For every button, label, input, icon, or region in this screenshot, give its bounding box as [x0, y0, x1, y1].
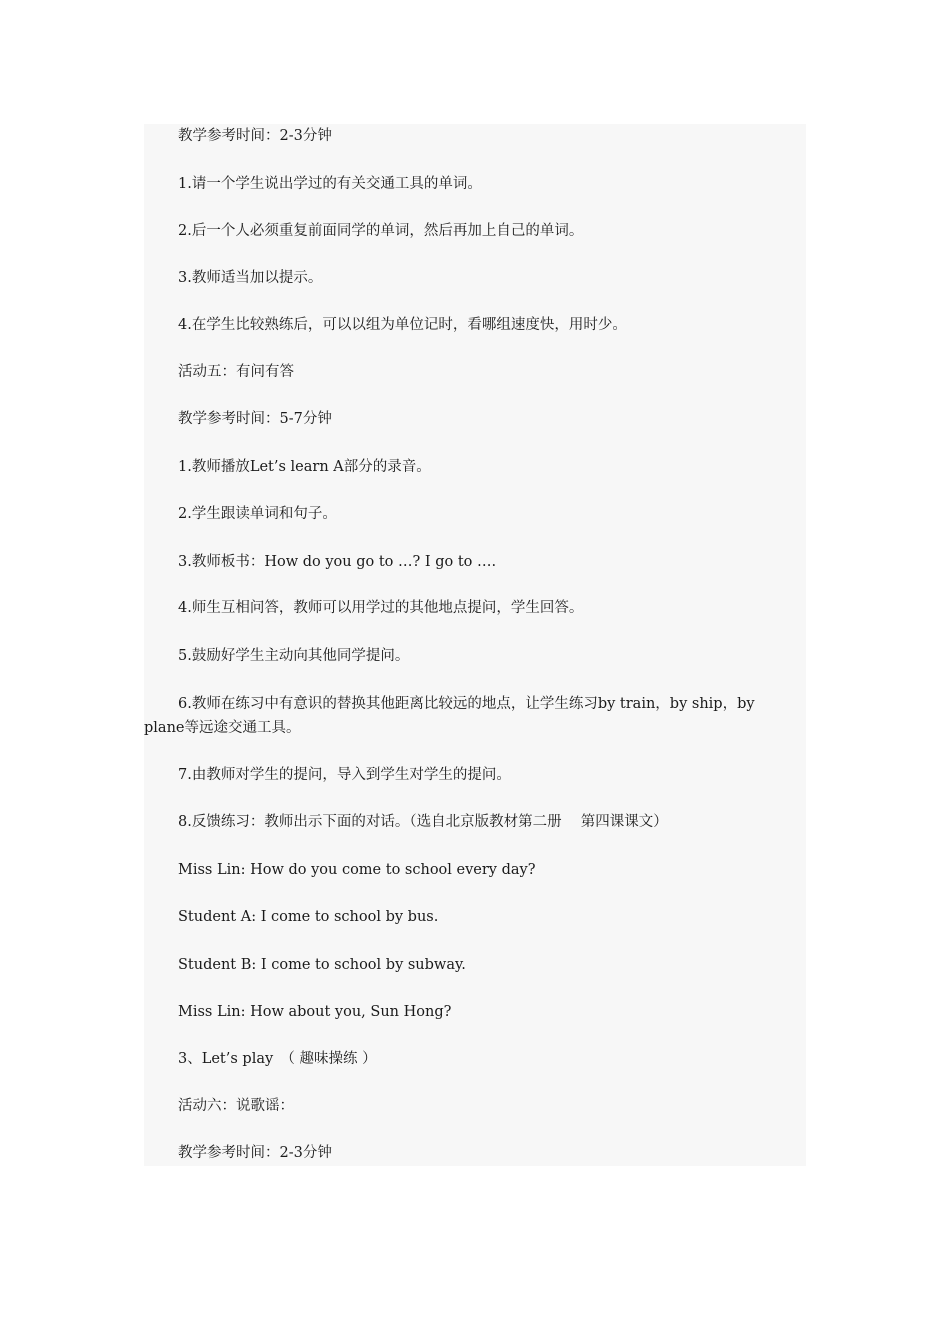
section-heading: 活动六：说歌谣：	[178, 1098, 294, 1114]
paragraph: 4.师生互相问答，教师可以用学过的其他地点提问，学生回答。	[178, 600, 584, 616]
paragraph: 3.教师适当加以提示。	[178, 270, 323, 286]
paragraph: 教学参考时间：5-7分钟	[178, 411, 332, 427]
paragraph: 6.教师在练习中有意识的替换其他距离比较远的地点，让学生练习by train，by ship，by plane等远途交通工具。	[144, 696, 755, 736]
paragraph: 1.请一个学生说出学过的有关交通工具的单词。	[178, 176, 482, 192]
dialogue-line: Student B: I come to school by subway.	[178, 957, 466, 973]
paragraph: 2.学生跟读单词和句子。	[178, 506, 337, 522]
paragraph: 4.在学生比较熟练后，可以以组为单位记时，看哪组速度快，用时少。	[178, 317, 627, 333]
section-heading: 活动五：有问有答	[178, 364, 294, 380]
paragraph: 3.教师板书：How do you go to …? I go to ….	[178, 554, 497, 570]
paragraph: 教学参考时间：2-3分钟	[178, 1145, 332, 1161]
paragraph: 8.反馈练习：教师出示下面的对话。（选自北京版教材第二册 第四课课文）	[178, 814, 668, 830]
dialogue-line: Student A: I come to school by bus.	[178, 909, 439, 925]
paragraph: 1.教师播放Let’s learn A部分的录音。	[178, 459, 431, 475]
dialogue-line: Miss Lin: How about you, Sun Hong?	[178, 1004, 452, 1020]
dialogue-line: Miss Lin: How do you come to school every day?	[178, 862, 536, 878]
section-heading: 3、Let’s play （ 趣味操练 ）	[178, 1051, 377, 1067]
paragraph: 教学参考时间：2-3分钟	[178, 128, 332, 144]
paragraph: 7.由教师对学生的提问，导入到学生对学生的提问。	[178, 767, 511, 783]
document-body	[144, 124, 806, 1166]
paragraph: 2.后一个人必须重复前面同学的单词，然后再加上自己的单词。	[178, 223, 584, 239]
paragraph: 5.鼓励好学生主动向其他同学提问。	[178, 648, 410, 664]
